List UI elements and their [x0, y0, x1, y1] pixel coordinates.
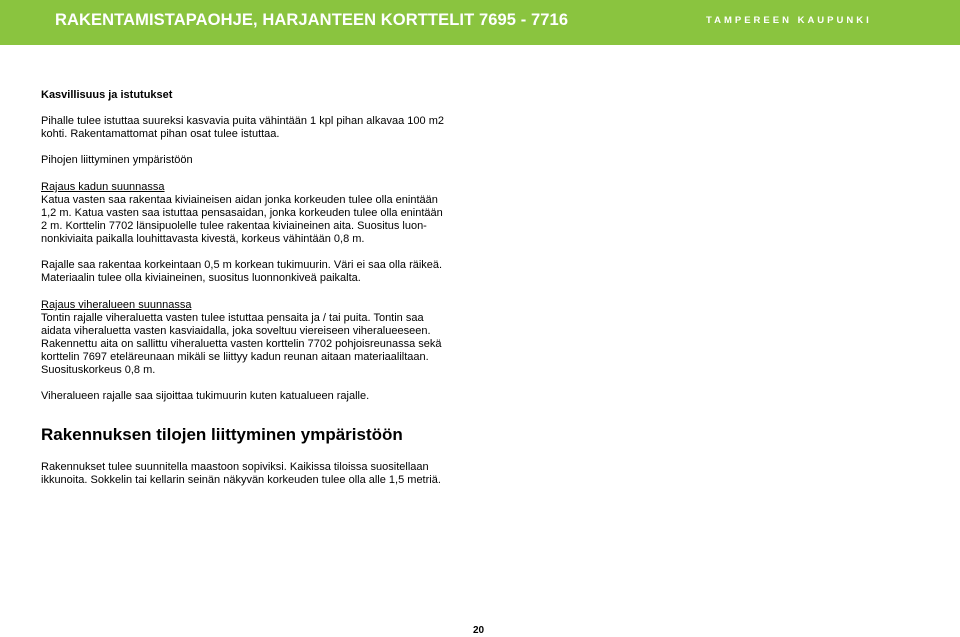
rajaus-kadun-text-line: 1,2 m. Katua vasten saa istuttaa pensasaidan, jonka korkeuden tulee olla enintään	[41, 207, 443, 219]
rajaus-viheralueen-text-line: Suosituskorkeus 0,8 m.	[41, 364, 156, 376]
subheading-rajaus-viheralueen: Rajaus viheralueen suunnassa	[41, 299, 192, 311]
rajaus-viheralueen-text-line: aidata viheraluetta vasten kasviaidalla, joka soveltuu viereiseen viheralueeseen.	[41, 325, 431, 337]
section-heading-pihojen: Pihojen liittyminen ympäristöön	[41, 154, 193, 166]
rakennukset-text-line: ikkunoita. Sokkelin tai kellarin seinän näkyvän korkeuden tulee olla alle 1,5 metriä.	[41, 474, 441, 486]
rajaus-viheralueen-text-line: korttelin 7697 eteläreunaan mikäli se liittyy kadun reunan aitaan materiaaliltaan.	[41, 351, 429, 363]
kasvillisuus-text-line: kohti. Rakentamattomat pihan osat tulee istuttaa.	[41, 128, 280, 140]
page-number: 20	[473, 625, 485, 636]
subheading-rajaus-kadun: Rajaus kadun suunnassa	[41, 181, 165, 193]
tukimuuri-text-line: Materiaalin tulee olla kiviaineinen, suositus luonnonkiveä paikalta.	[41, 272, 361, 284]
kasvillisuus-text-line: Pihalle tulee istuttaa suureksi kasvavia puita vähintään 1 kpl pihan alkavaa 100 m2	[41, 115, 444, 127]
rajaus-viheralueen-text-line: Rakennettu aita on sallittu viheraluetta vasten korttelin 7702 pohjoisreunassa sekä	[41, 338, 442, 350]
section-heading-kasvillisuus: Kasvillisuus ja istutukset	[41, 89, 173, 101]
organization-name: TAMPEREEN KAUPUNKI	[706, 15, 872, 26]
rajaus-kadun-text-line: nonkiviaita paikalla louhittavasta kivestä, korkeus vähintään 0,8 m.	[41, 233, 365, 245]
section-heading-rakennukset: Rakennuksen tilojen liittyminen ympäristöön	[41, 425, 403, 444]
header-band	[0, 0, 960, 45]
tukimuuri-text-line: Rajalle saa rakentaa korkeintaan 0,5 m korkean tukimuurin. Väri ei saa olla räikeä.	[41, 259, 443, 271]
rajaus-kadun-text-line: Katua vasten saa rakentaa kiviaineisen aidan jonka korkeuden tulee olla enintään	[41, 194, 438, 206]
rajaus-kadun-text-line: 2 m. Korttelin 7702 länsipuolelle tulee rakentaa kiviaineinen aita. Suositus luon-	[41, 220, 427, 232]
viheralue-tukimuuri-text: Viheralueen rajalle saa sijoittaa tukimuurin kuten katualueen rajalle.	[41, 390, 370, 402]
rajaus-viheralueen-text-line: Tontin rajalle viheraluetta vasten tulee istuttaa pensaita ja / tai puita. Tontin saa	[41, 312, 424, 324]
document-title: RAKENTAMISTAPAOHJE, HARJANTEEN KORTTELIT 7695 - 7716	[55, 11, 569, 29]
rakennukset-text-line: Rakennukset tulee suunnitella maastoon sopiviksi. Kaikissa tiloissa suositellaan	[41, 461, 429, 473]
